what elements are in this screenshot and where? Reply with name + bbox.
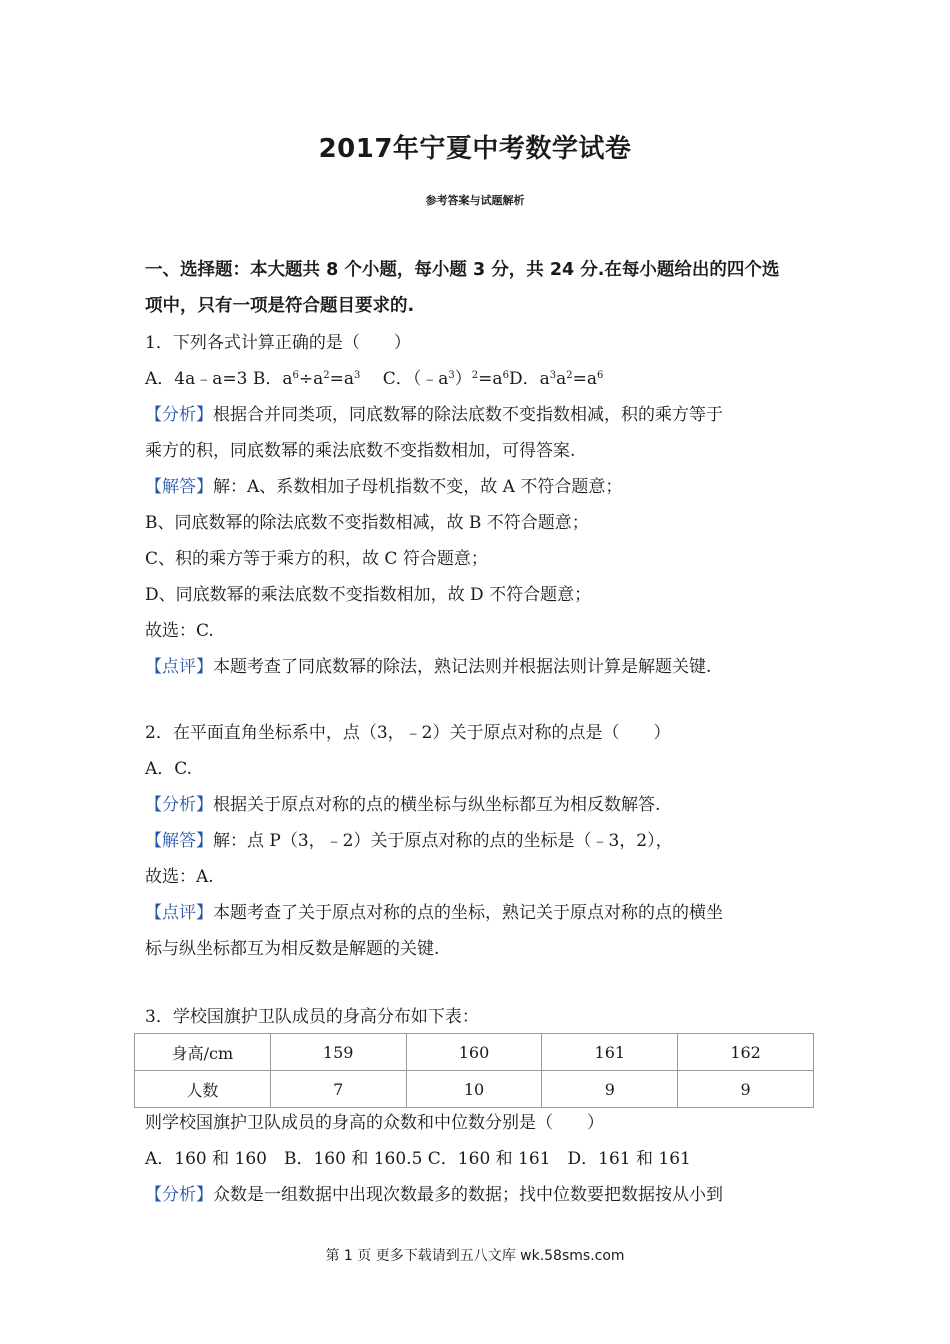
table-row	[135, 1071, 814, 1108]
q1-analysis-line2: 乘方的积，同底数幂的乘法底数不变指数相加，可得答案.	[145, 441, 576, 461]
q1-analysis-line1: 【分析】根据合并同类项，同底数幂的除法底数不变指数相减，积的乘方等于	[145, 405, 723, 425]
q1-stem: 1．下列各式计算正确的是（ ）	[145, 333, 411, 353]
q2-stem: 2．在平面直角坐标系中，点（3，﹣2）关于原点对称的点是（ ）	[145, 723, 671, 743]
q2-options: A．C.	[145, 759, 193, 779]
table-cell: 9	[678, 1071, 814, 1108]
q2-answer: 【解答】解：点 P（3，﹣2）关于原点对称的点的坐标是（﹣3，2），	[145, 831, 673, 851]
page-subtitle: 参考答案与试题解析	[425, 194, 525, 207]
section-heading-line1: 一、选择题：本大题共 8 个小题，每小题 3 分，共 24 分.在每小题给出的四个选	[145, 260, 780, 280]
page-title: 2017年宁夏中考数学试卷	[318, 134, 632, 164]
table-cell: 身高/cm	[135, 1034, 271, 1071]
q1-answer-line3: C、积的乘方等于乘方的积，故 C 符合题意；	[145, 549, 488, 569]
analysis-tag: 【分析】	[145, 1185, 213, 1205]
analysis-tag: 【分析】	[145, 405, 213, 425]
table-cell: 人数	[135, 1071, 271, 1108]
table-cell: 162	[678, 1034, 814, 1071]
q1-options: A．4a﹣a=3 B．$a^6\div a^2=a^3$ C．$(﹣a^3)^2=a^6D$．$a^3a^2=a^6$	[145, 369, 604, 389]
q2-review-line1: 【点评】本题考查了关于原点对称的点的坐标，熟记关于原点对称的点的横坐	[145, 903, 723, 923]
answer-tag: 【解答】	[145, 477, 213, 497]
table-cell: 9	[542, 1071, 678, 1108]
q2-analysis: 【分析】根据关于原点对称的点的横坐标与纵坐标都互为相反数解答.	[145, 795, 661, 815]
table-cell: 7	[270, 1071, 406, 1108]
review-tag: 【点评】	[145, 903, 213, 923]
height-table	[134, 1033, 814, 1108]
table-cell: 159	[270, 1034, 406, 1071]
q1-answer-line2: B、同底数幂的除法底数不变指数相减，故 B 不符合题意；	[145, 513, 589, 533]
section-heading-line2: 项中，只有一项是符合题目要求的.	[145, 296, 415, 316]
review-tag: 【点评】	[145, 657, 213, 677]
q3-options: A．160 和 160 B．160 和 160.5 C．160 和 161 D．161 和 161	[145, 1149, 691, 1169]
table-cell: 161	[542, 1034, 678, 1071]
q2-review-line2: 标与纵坐标都互为相反数是解题的关键.	[145, 939, 440, 959]
page-footer[interactable]: 第 1 页 更多下载请到五八文库 wk.58sms.com	[325, 1248, 625, 1264]
table-cell: 160	[406, 1034, 542, 1071]
answer-tag: 【解答】	[145, 831, 213, 851]
q3-stem: 3．学校国旗护卫队成员的身高分布如下表：	[145, 1007, 479, 1027]
q3-analysis: 【分析】众数是一组数据中出现次数最多的数据；找中位数要把数据按从小到	[145, 1185, 723, 1205]
table-row	[135, 1034, 814, 1071]
q1-review: 【点评】本题考查了同底数幂的除法，熟记法则并根据法则计算是解题关键.	[145, 657, 712, 677]
table-cell: 10	[406, 1071, 542, 1108]
q3-question: 则学校国旗护卫队成员的身高的众数和中位数分别是（ ）	[145, 1113, 604, 1133]
q1-answer-line4: D、同底数幂的乘法底数不变指数相加，故 D 不符合题意；	[145, 585, 592, 605]
q1-answer-line1: 【解答】解：A、系数相加子母机指数不变，故 A 不符合题意；	[145, 477, 623, 497]
analysis-tag: 【分析】	[145, 795, 213, 815]
q1-choice: 故选：C.	[145, 621, 214, 641]
q2-choice: 故选：A.	[145, 867, 214, 887]
